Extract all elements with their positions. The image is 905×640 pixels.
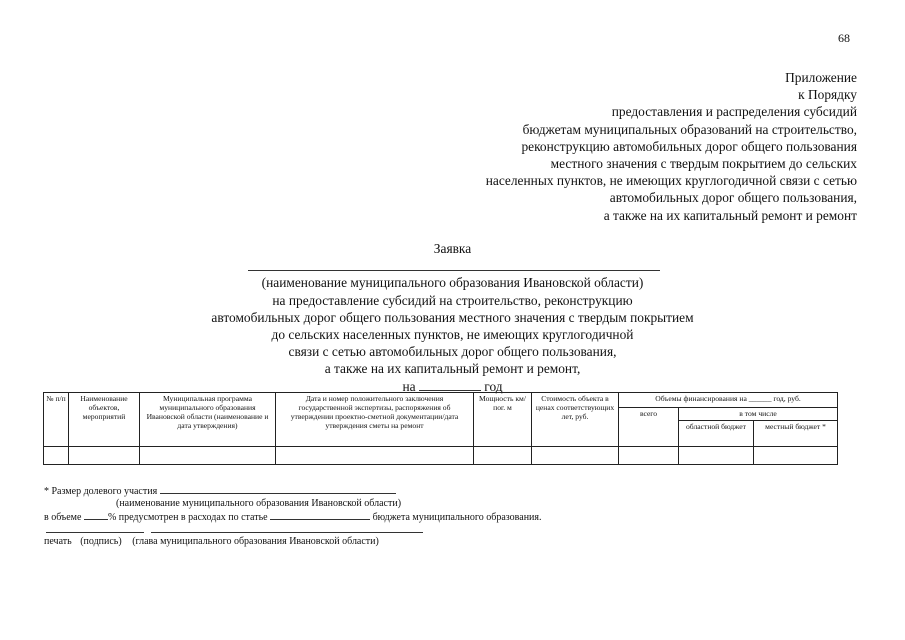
application-line: связи с сетью автомобильных дорог общего пользования, bbox=[288, 344, 617, 360]
table-cell[interactable] bbox=[754, 447, 838, 465]
application-table bbox=[43, 392, 838, 465]
year-suffix: год bbox=[484, 378, 503, 394]
col-num-header: № п/п bbox=[44, 393, 69, 447]
appendix-line: населенных пунктов, не имеющих круглогодичной связи с сетью bbox=[485, 173, 857, 189]
col-including-header: в том числе bbox=[679, 408, 838, 421]
application-line: автомобильных дорог общего пользования местного значения с твердым покрытием bbox=[211, 309, 694, 325]
application-line: а также на их капитальный ремонт и ремонт, bbox=[324, 361, 581, 377]
application-block bbox=[0, 240, 905, 395]
col-local-header: местный бюджет * bbox=[754, 421, 838, 447]
amount-middle: % предусмотрен в расходах по статье bbox=[107, 512, 268, 523]
table-cell[interactable] bbox=[44, 447, 69, 465]
appendix-header bbox=[337, 69, 857, 224]
amount-suffix: бюджета муниципального образования. bbox=[372, 512, 542, 523]
col-program-header: Муниципальная программа муниципального образования Ивановской области (наименование и дата утверждения) bbox=[140, 393, 276, 447]
share-label: * Размер долевого участия bbox=[44, 486, 158, 497]
appendix-line: реконструкцию автомобильных дорог общего пользования bbox=[521, 138, 857, 154]
appendix-line: предоставления и распределения субсидий bbox=[611, 104, 857, 120]
col-expertise-header: Дата и номер положительного заключения государственной экспертизы, распоряжения об утверждении проектно-сметной документации/дата утверждения сметы на ремонт bbox=[276, 393, 474, 447]
footer-block bbox=[44, 484, 542, 548]
appendix-line: бюджетам муниципальных образований на строительство, bbox=[522, 121, 857, 137]
table-cell[interactable] bbox=[532, 447, 619, 465]
col-name-header: Наименование объектов, мероприятий bbox=[69, 393, 140, 447]
year-prefix: на bbox=[402, 378, 416, 394]
col-cost-header: Стоимость объекта в ценах соответствующих лет, руб. bbox=[532, 393, 619, 447]
appendix-line: к Порядку bbox=[798, 87, 857, 103]
article-blank[interactable] bbox=[270, 510, 370, 520]
table-cell[interactable] bbox=[276, 447, 474, 465]
table-row bbox=[44, 447, 838, 465]
head-name-blank[interactable] bbox=[151, 523, 423, 533]
appendix-line: местного значения с твердым покрытием до сельских bbox=[550, 156, 857, 172]
table-cell[interactable] bbox=[679, 447, 754, 465]
table-cell[interactable] bbox=[140, 447, 276, 465]
appendix-line: а также на их капитальный ремонт и ремонт bbox=[603, 207, 857, 223]
signature-label: (подпись) bbox=[80, 536, 122, 547]
table-cell[interactable] bbox=[619, 447, 679, 465]
municipality-caption: (наименование муниципального образования Ивановской области) bbox=[261, 275, 644, 291]
col-regional-header: областной бюджет bbox=[679, 421, 754, 447]
col-capacity-header: Мощность км/пог. м bbox=[474, 393, 532, 447]
year-blank bbox=[419, 389, 481, 391]
application-line: до сельских населенных пунктов, не имеющих круглогодичной bbox=[271, 327, 634, 342]
col-total-header: всего bbox=[619, 408, 679, 447]
head-label: (глава муниципального образования Ивановской области) bbox=[132, 536, 379, 547]
application-title: Заявка bbox=[433, 241, 472, 256]
appendix-line: Приложение bbox=[785, 70, 857, 85]
col-financing-header: Объемы финансирования на ______ год, руб. bbox=[619, 393, 838, 408]
appendix-line: автомобильных дорог общего пользования, bbox=[609, 190, 857, 206]
share-caption: (наименование муниципального образования Ивановской области) bbox=[116, 498, 402, 509]
table-cell[interactable] bbox=[69, 447, 140, 465]
seal-label: печать bbox=[44, 536, 72, 547]
municipality-name-rule bbox=[248, 270, 660, 271]
percent-blank[interactable] bbox=[84, 510, 108, 520]
amount-prefix: в объеме bbox=[44, 512, 82, 523]
page-number: 68 bbox=[838, 31, 850, 45]
table-cell[interactable] bbox=[474, 447, 532, 465]
application-line: на предоставление субсидий на строительство, реконструкцию bbox=[272, 292, 633, 308]
share-blank[interactable] bbox=[160, 484, 396, 494]
signature-blank[interactable] bbox=[46, 523, 144, 533]
